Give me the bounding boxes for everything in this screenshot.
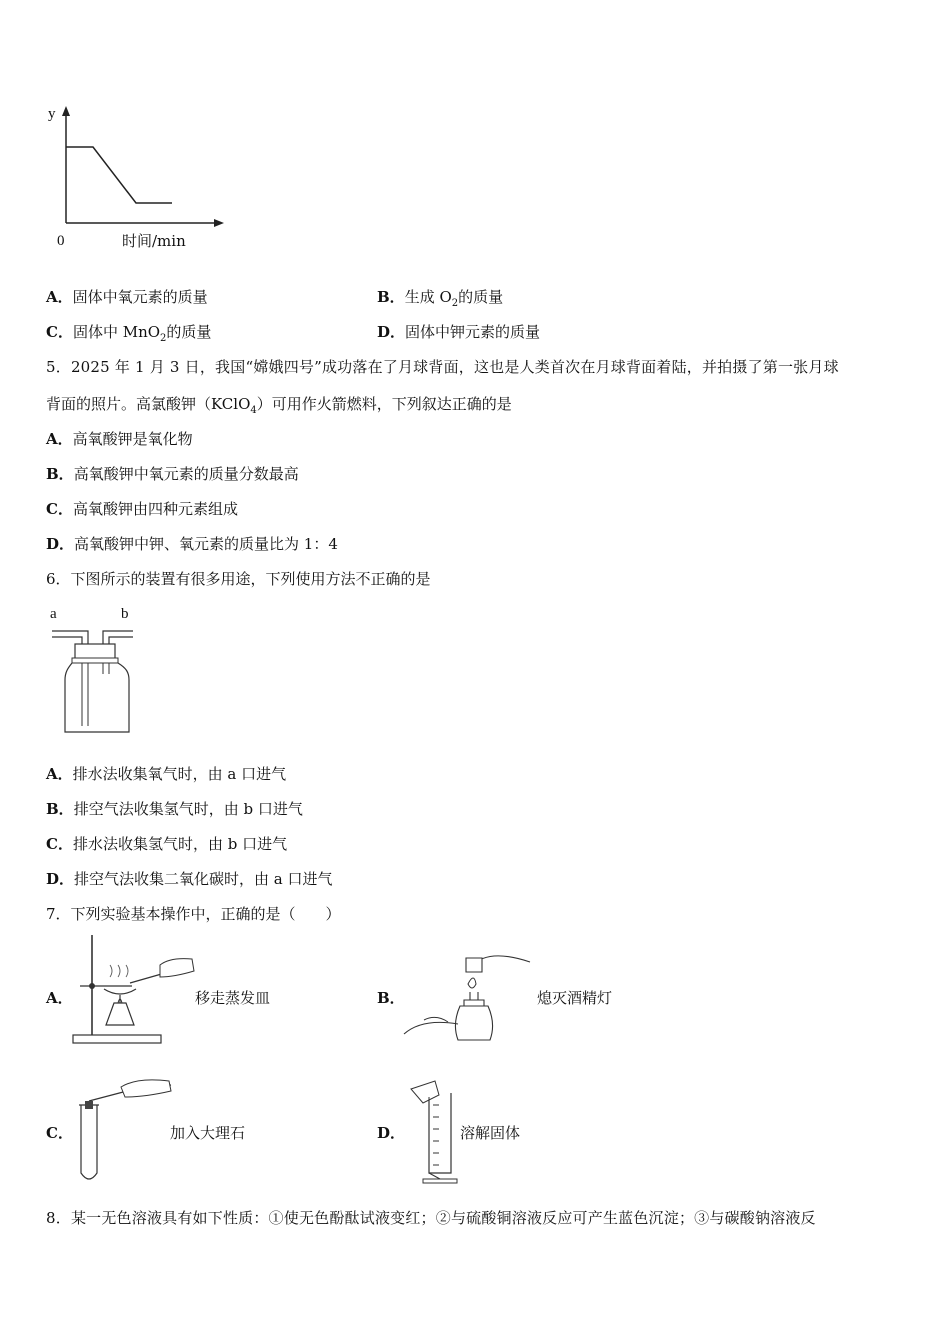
q7-option-a-letter[interactable]: A． [46, 989, 73, 1007]
option-text: 高氧酸钾中钾、氧元素的质量比为 1：4 [74, 535, 338, 553]
q5-option-d[interactable] [46, 534, 338, 554]
q7-option-b-letter[interactable]: B． [377, 989, 405, 1007]
option-text: 高氧酸钾中氧元素的质量分数最高 [73, 465, 299, 483]
evaporating-dish-illustration [70, 933, 200, 1053]
q7-stem: 7．下列实验基本操作中，正确的是（ ） [46, 905, 341, 923]
option-letter: C． [46, 323, 73, 341]
subscript: 4 [250, 405, 257, 416]
port-b-label: b [121, 606, 129, 622]
q5-option-a[interactable] [46, 429, 193, 449]
option-text: 固体中氧元素的质量 [72, 288, 208, 306]
option-text: 排水法收集氧气时，由 a 口进气 [72, 765, 287, 783]
alcohol-lamp-illustration [400, 948, 540, 1048]
subscript: 2 [160, 333, 167, 344]
option-letter: B． [46, 800, 74, 818]
option-letter: A． [46, 430, 73, 448]
port-a-label: a [50, 606, 57, 622]
option-letter: B． [377, 288, 405, 306]
graduated-cylinder-illustration [405, 1075, 465, 1190]
q4-option-a[interactable] [46, 287, 208, 307]
option-text: 高氧酸钾是氧化物 [72, 430, 193, 448]
q5-option-b[interactable] [46, 464, 299, 484]
q5-option-c[interactable] [46, 499, 238, 519]
q4-option-c[interactable] [46, 322, 211, 349]
subscript: 2 [451, 298, 459, 309]
option-text: 高氧酸钾由四种元素组成 [72, 500, 238, 518]
q7-option-b-caption: 熄灭酒精灯 [537, 989, 613, 1007]
q6-option-b[interactable] [46, 799, 303, 819]
test-tube-illustration [75, 1075, 185, 1190]
option-letter: C． [46, 835, 73, 853]
stem-text-tail: ）可用作火箭燃料，下列叙达正确的是 [256, 395, 512, 413]
graph-origin-label: 0 [57, 233, 65, 249]
option-letter: C． [46, 500, 73, 518]
q5-stem-line1: 5．2025 年 1 月 3 日，我国“嫦娥四号”成功落在了月球背面，这也是人类首次在月球背面着陆，并拍摄了第一张月球 [46, 358, 839, 376]
option-text-tail: 的质量 [458, 288, 504, 306]
q6-option-a[interactable] [46, 764, 286, 784]
graph-y-label: y [48, 106, 56, 122]
option-text-tail: 的质量 [166, 323, 212, 341]
option-text: 排水法收集氢气时，由 b 口进气 [72, 835, 288, 853]
option-letter: A． [46, 288, 73, 306]
q6-option-c[interactable] [46, 834, 287, 854]
q4-option-d[interactable] [377, 322, 540, 342]
q8-stem-line1: 8．某一无色溶液具有如下性质：①使无色酚酞试液变红；②与硫酸铜溶液反应可产生蓝色沉淀；③与碳酸钠溶液反 [46, 1209, 816, 1227]
q6-stem: 6．下图所示的装置有很多用途，下列使用方法不正确的是 [46, 570, 431, 588]
q7-option-c-caption: 加入大理石 [170, 1124, 246, 1142]
stem-text: 背面的照片。高氯酸钾（KClO [46, 395, 251, 413]
option-text: 固体中钾元素的质量 [405, 323, 541, 341]
option-text: 排空气法收集二氧化碳时，由 a 口进气 [74, 870, 333, 888]
q7-option-d-caption: 溶解固体 [460, 1124, 521, 1142]
q5-stem-line2 [46, 394, 512, 421]
q6-option-d[interactable] [46, 869, 333, 889]
option-letter: A． [46, 765, 73, 783]
q7-option-a-caption: 移走蒸发皿 [195, 989, 271, 1007]
option-letter: B． [46, 465, 74, 483]
gas-washing-bottle [45, 622, 145, 752]
option-text: 生成 O [404, 288, 452, 306]
option-letter: D． [377, 323, 406, 341]
q7-option-d-letter[interactable]: D． [377, 1124, 406, 1142]
option-letter: D． [46, 535, 75, 553]
option-text: 固体中 MnO [72, 323, 161, 341]
option-text: 排空气法收集氢气时，由 b 口进气 [73, 800, 303, 818]
mass-time-graph [40, 100, 240, 250]
q7-option-c-letter[interactable]: C． [46, 1124, 73, 1142]
graph-x-label: 时间/min [122, 232, 186, 250]
option-letter: D． [46, 870, 75, 888]
q4-option-b[interactable] [377, 287, 503, 314]
